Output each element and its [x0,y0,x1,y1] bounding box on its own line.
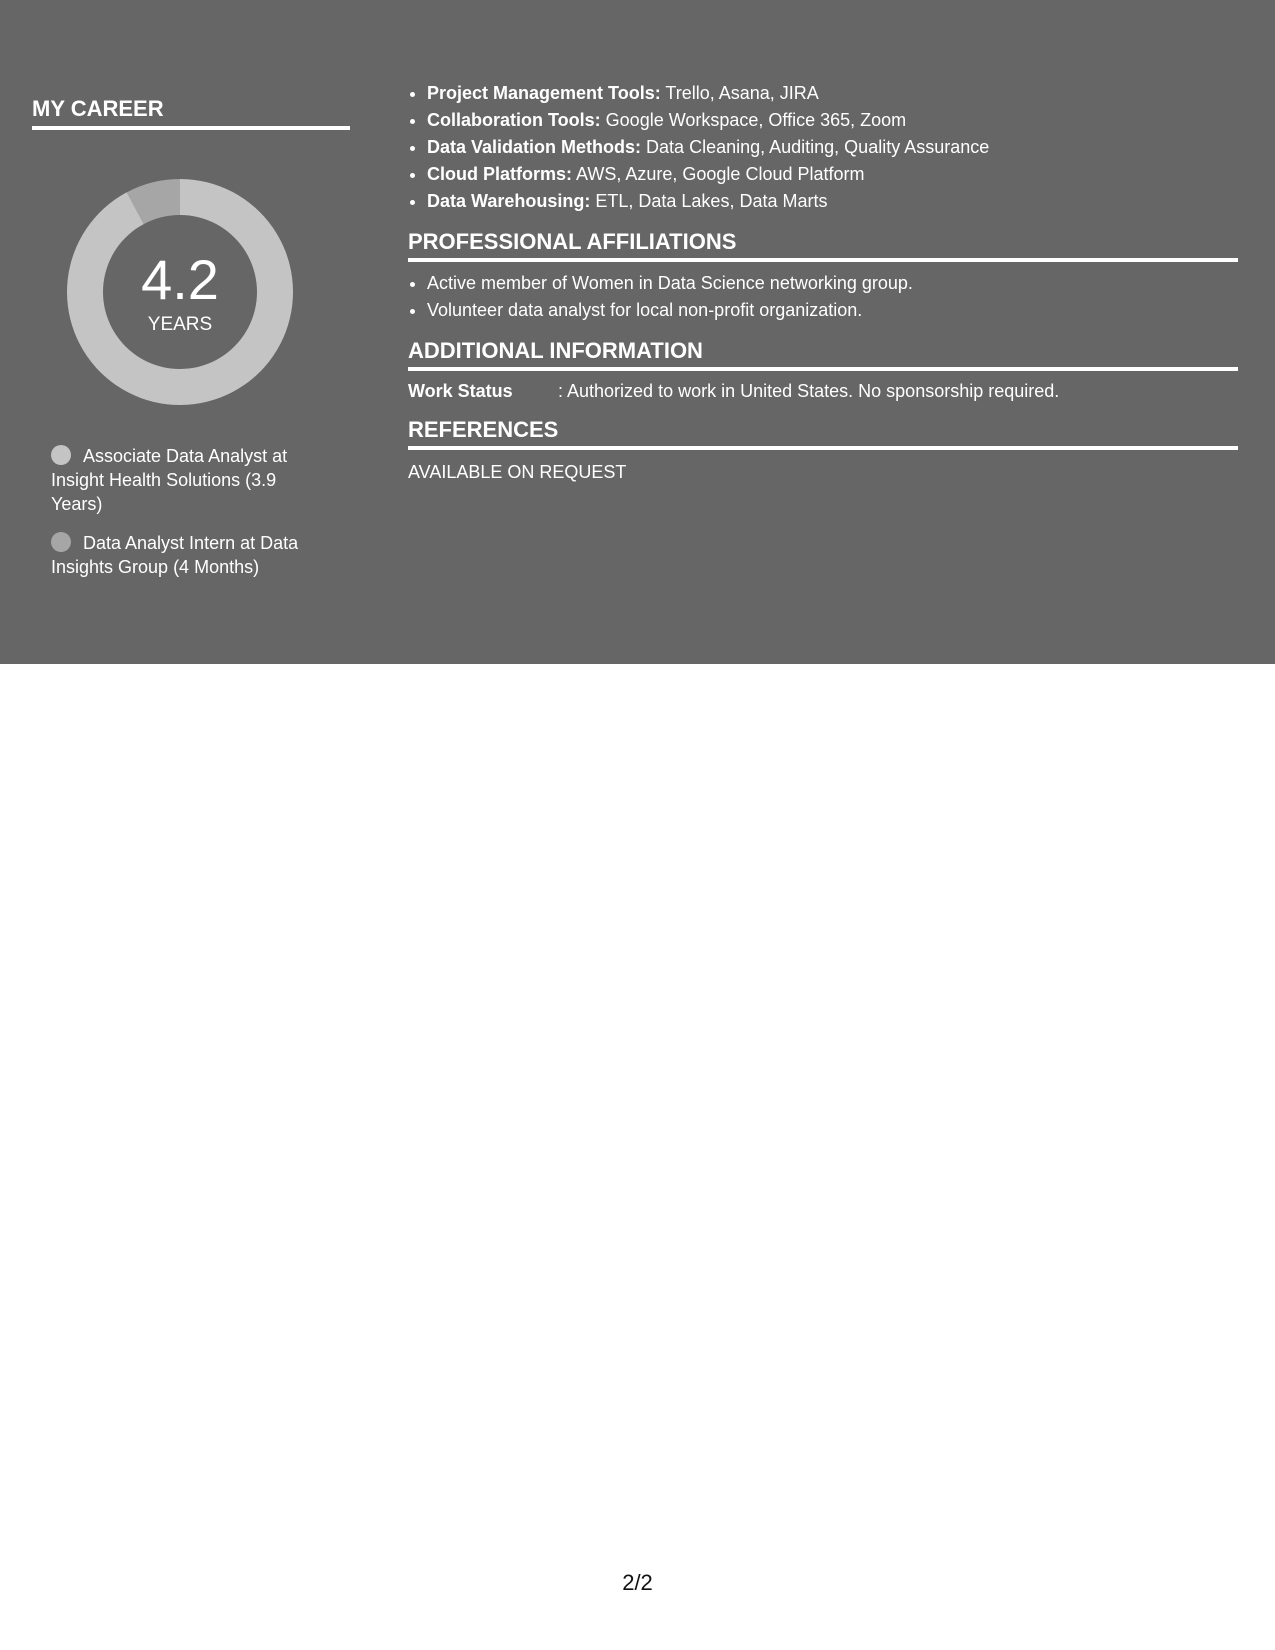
skill-value: ETL, Data Lakes, Data Marts [595,191,828,211]
references-title: REFERENCES [408,417,1238,450]
skill-item [427,161,1238,188]
legend-dot-intern [51,532,71,552]
skill-item [427,80,1238,107]
career-legend [51,444,321,579]
content-band [0,0,1275,664]
affiliations-list [408,270,1238,324]
work-status-row [408,379,1238,403]
work-status-value: : Authorized to work in United States. No sponsorship required. [558,381,1060,401]
affiliation-item: • Active member of Women in Data Science networking group. [427,270,1238,297]
page-number: 2/2 [622,1570,653,1595]
donut-center [66,178,294,406]
affiliation-item: • Volunteer data analyst for local non-profit organization. [427,297,1238,324]
skill-value: Google Workspace, Office 365, Zoom [605,110,907,130]
legend-item [51,444,321,516]
legend-label: Data Analyst Intern at Data Insights Group (4 Months) [51,533,299,577]
references-text: AVAILABLE ON REQUEST [408,462,627,482]
skill-label: Cloud Platforms: [427,164,573,184]
additional-info-title: ADDITIONAL INFORMATION [408,338,1238,371]
skill-item [427,107,1238,134]
skill-item [427,188,1238,215]
career-title: MY CAREER [32,96,350,130]
career-column [32,96,350,594]
legend-dot-associate [51,445,71,465]
skill-item [427,134,1238,161]
legend-label: Associate Data Analyst at Insight Health Solutions (3.9 Years) [51,446,288,514]
skill-label: Data Validation Methods: [427,137,642,157]
affiliations-title: PROFESSIONAL AFFILIATIONS [408,229,1238,262]
skill-label: Project Management Tools: [427,83,661,103]
skill-label: Collaboration Tools: [427,110,601,130]
skill-label: Data Warehousing: [427,191,591,211]
skill-value: Data Cleaning, Auditing, Quality Assurance [646,137,990,157]
skill-value: Trello, Asana, JIRA [665,83,819,103]
career-donut-chart [66,178,294,406]
legend-item [51,531,321,579]
career-total-value: 4.2 [141,248,219,311]
details-column [408,80,1238,484]
skill-value: AWS, Azure, Google Cloud Platform [576,164,865,184]
work-status-label: Work Status [408,381,513,401]
skills-list [408,80,1238,215]
career-total-unit: YEARS [147,314,213,335]
